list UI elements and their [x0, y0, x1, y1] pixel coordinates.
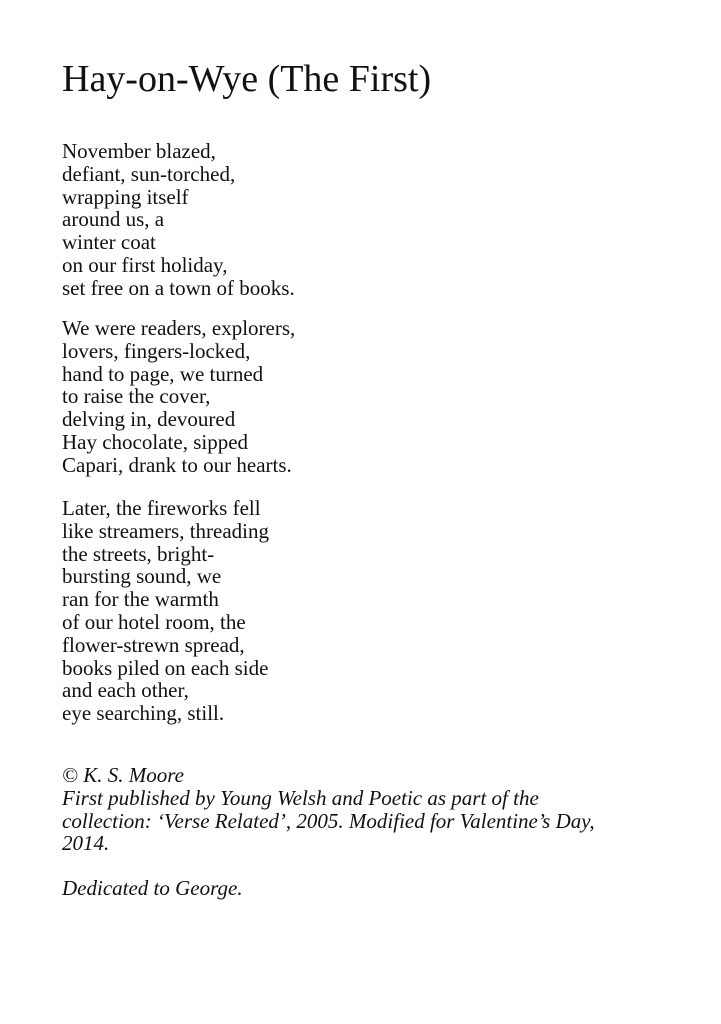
- credits-line: First published by Young Welsh and Poetic as part of the: [62, 785, 539, 810]
- credits-line: collection: ‘Verse Related’, 2005. Modified for Valentine’s Day,: [62, 808, 595, 833]
- poem-line: Capari, drank to our hearts.: [62, 452, 292, 477]
- dedication-line: Dedicated to George.: [62, 876, 243, 900]
- poem-line: books piled on each side: [62, 655, 269, 680]
- stanza-1: [62, 140, 295, 300]
- poem-line: hand to page, we turned: [62, 361, 264, 386]
- poem-line: the streets, bright-: [62, 541, 215, 566]
- poem-line: ran for the warmth: [62, 587, 219, 612]
- copyright-line: © K. S. Moore: [62, 763, 184, 787]
- stanza-2: [62, 317, 295, 477]
- poem-line: winter coat: [62, 230, 156, 255]
- poem-line: defiant, sun-torched,: [62, 161, 236, 186]
- poem-line: eye searching, still.: [62, 701, 225, 726]
- poem-line: and each other,: [62, 678, 189, 703]
- credits-line: 2014.: [62, 831, 110, 856]
- poem-line: We were readers, explorers,: [62, 316, 296, 340]
- poem-line: to raise the cover,: [62, 384, 211, 409]
- dedication: [62, 877, 243, 900]
- poem-line: of our hotel room, the: [62, 609, 246, 634]
- poem-line: around us, a: [62, 207, 165, 232]
- poem-line: November blazed,: [62, 139, 216, 163]
- poem-line: like streamers, threading: [62, 518, 270, 543]
- stanza-3: [62, 497, 269, 725]
- poem-line: bursting sound, we: [62, 564, 222, 589]
- poem-line: set free on a town of books.: [62, 275, 295, 300]
- poem-title: Hay-on-Wye (The First): [62, 58, 432, 100]
- poem-line: flower-strewn spread,: [62, 632, 245, 657]
- poem-line: wrapping itself: [62, 184, 189, 209]
- poem-line: Later, the fireworks fell: [62, 496, 261, 520]
- poem-line: Hay chocolate, sipped: [62, 429, 249, 454]
- publication-credits: [62, 764, 595, 855]
- poem-line: lovers, fingers-locked,: [62, 338, 251, 363]
- poem-line: on our first holiday,: [62, 252, 228, 277]
- poem-line: delving in, devoured: [62, 407, 236, 432]
